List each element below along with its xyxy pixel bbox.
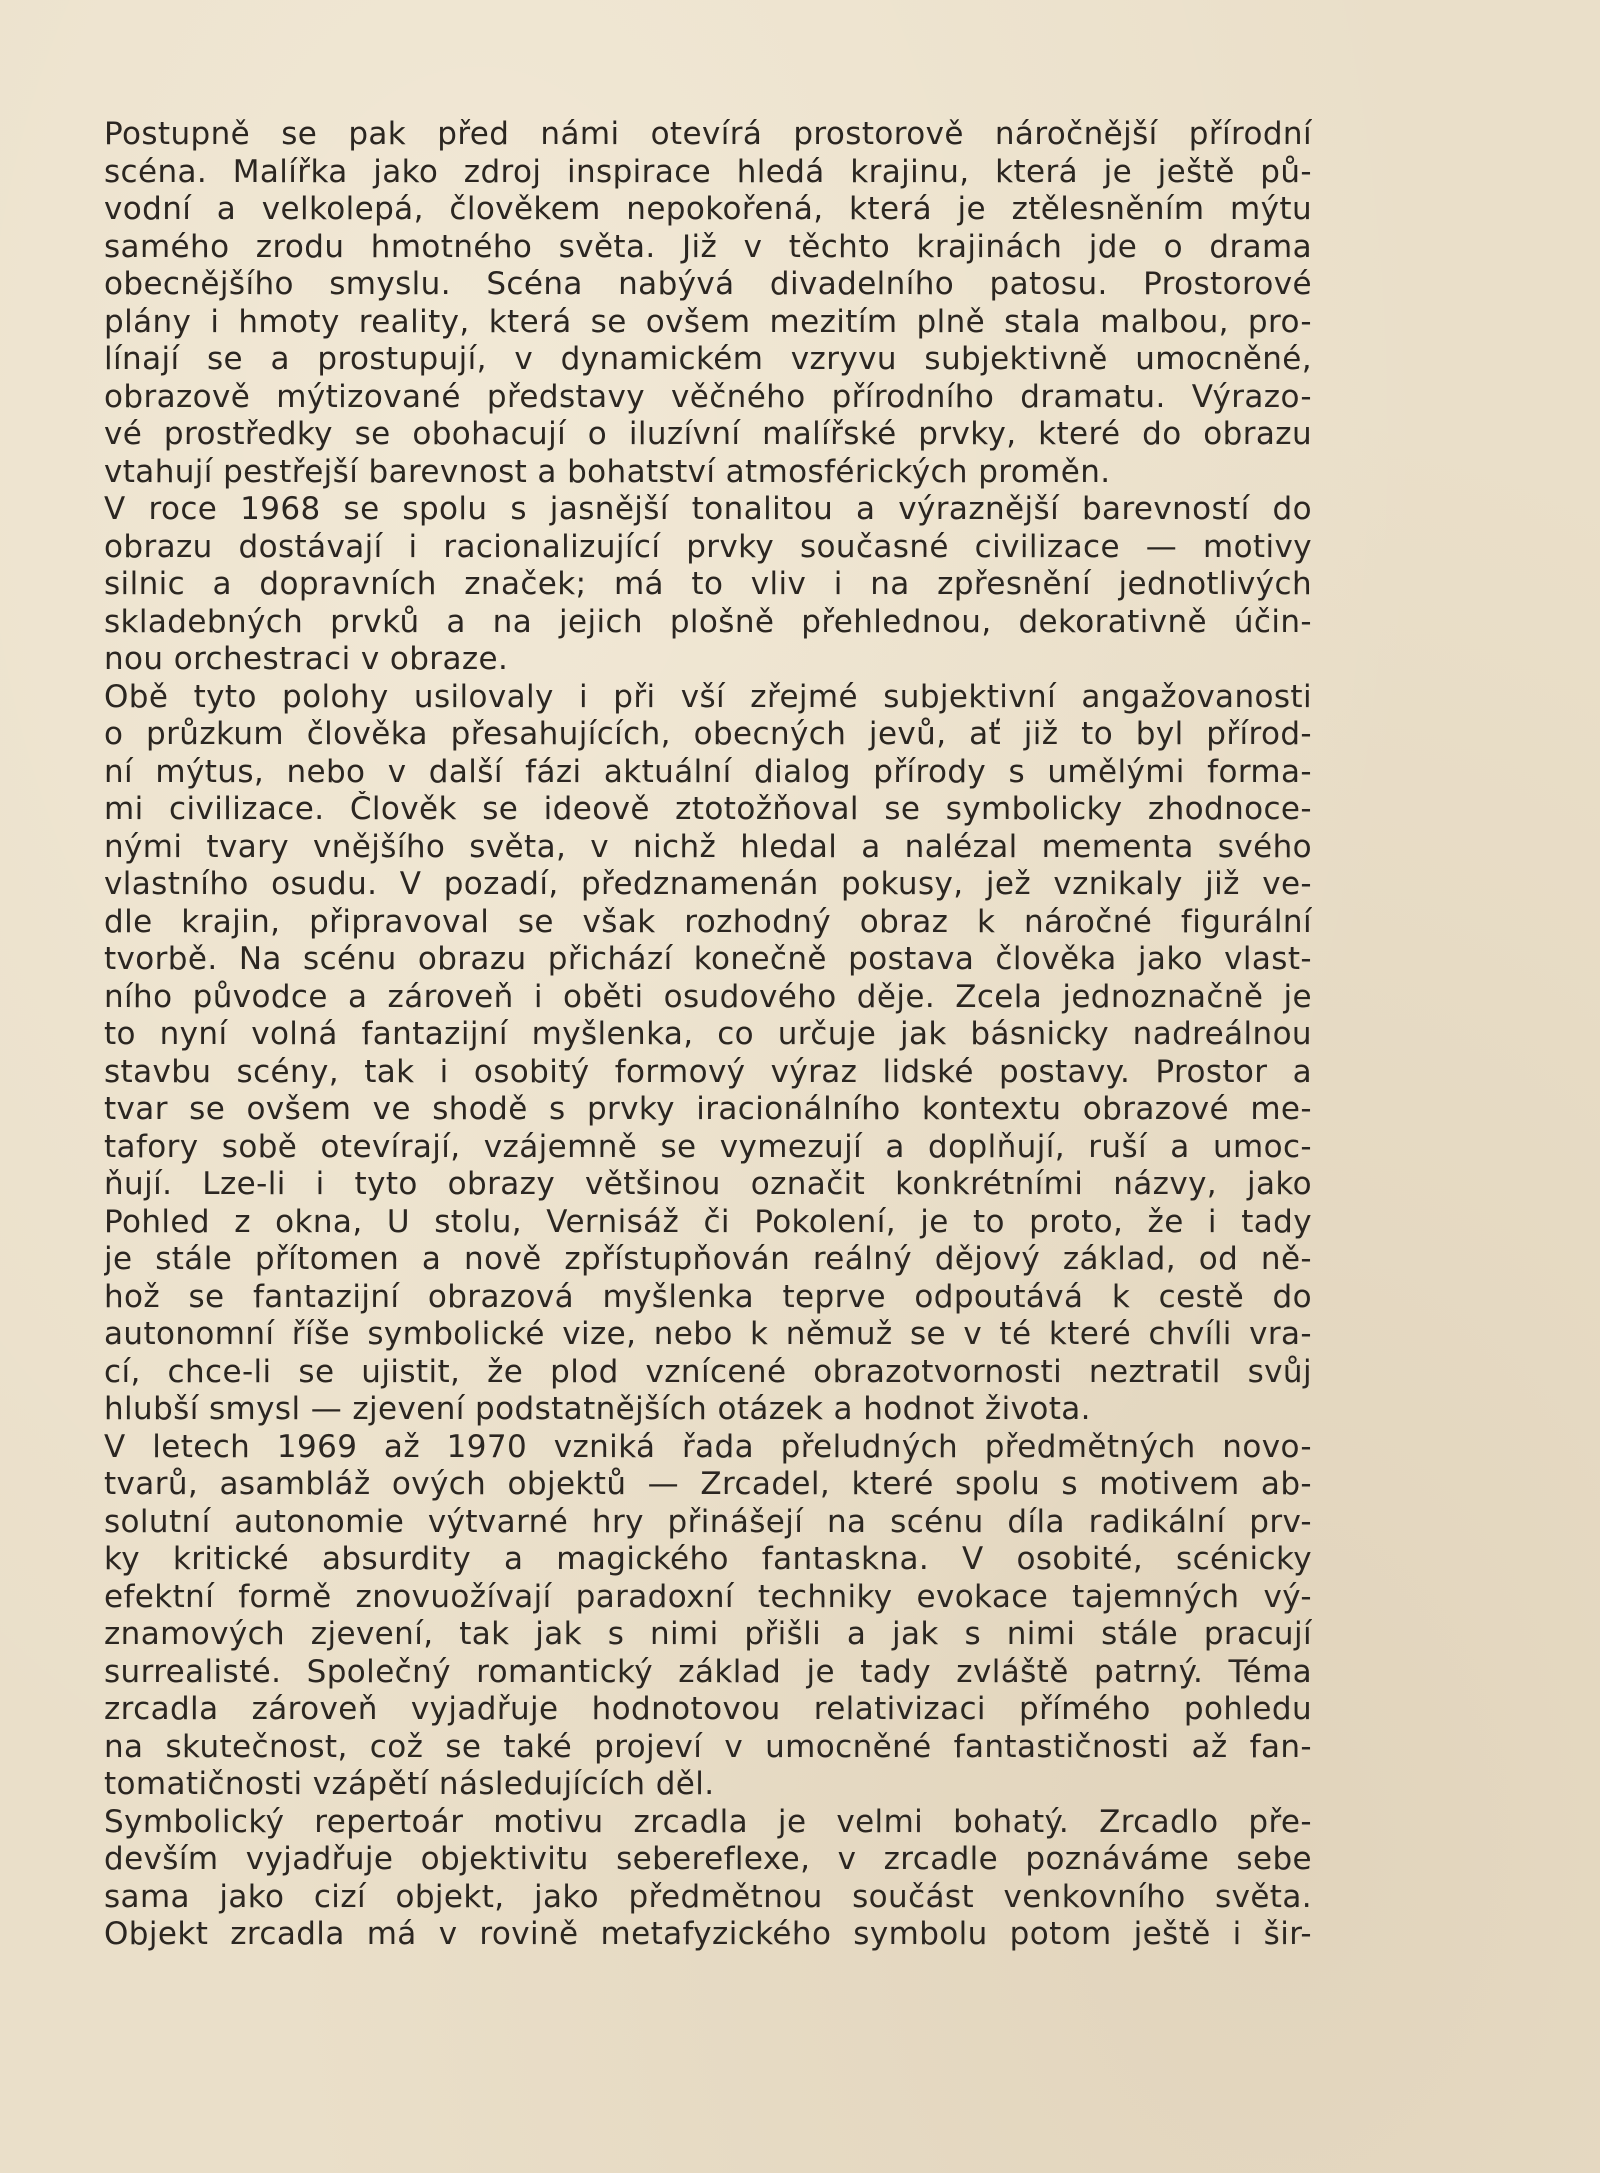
text-line: samého zrodu hmotného světa. Již v těchto krajinách jde o drama <box>104 228 1312 265</box>
text-line: nou orchestraci v obraze. <box>104 641 509 677</box>
body-text <box>104 116 1312 1954</box>
text-line: tvarů, asambláž ových objektů — Zrcadel, které spolu s motivem ab- <box>104 1466 1312 1502</box>
text-line: obrazově mýtizované představy věčného přírodního dramatu. Výrazo- <box>104 378 1312 415</box>
text-line: je stále přítomen a nově zpřístupňován reálný dějový základ, od ně- <box>104 1241 1312 1277</box>
text-line: obecnějšího smyslu. Scéna nabývá divadelního patosu. Prostorové <box>104 266 1312 302</box>
text-line: ky kritické absurdity a magického fantaskna. V osobité, scénicky <box>104 1541 1312 1577</box>
text-line: to nyní volná fantazijní myšlenka, co určuje jak básnicky nadreálnou <box>104 1016 1312 1052</box>
text-line: scéna. Malířka jako zdroj inspirace hledá krajinu, která je ještě pů- <box>104 153 1312 190</box>
text-line: devším vyjadřuje objektivitu sebereflexe, v zrcadle poznáváme sebe <box>104 1841 1312 1877</box>
text-line: plány i hmoty reality, která se ovšem mezitím plně stala malbou, pro- <box>104 303 1312 340</box>
text-line: silnic a dopravních značek; má to vliv i na zpřesnění jednotlivých <box>104 566 1312 602</box>
text-line: vé prostředky se obohacují o iluzívní malířské prvky, které do obrazu <box>104 416 1312 452</box>
text-line: obrazu dostávají i racionalizující prvky současné civilizace — motivy <box>104 528 1312 565</box>
text-line: Postupně se pak před námi otevírá prostorově náročnější přírodní <box>104 116 1312 152</box>
text-line: surrealisté. Společný romantický základ je tady zvláště patrný. Téma <box>104 1653 1312 1690</box>
text-line: V letech 1969 až 1970 vzniká řada přeludných předmětných novo- <box>104 1428 1312 1465</box>
text-line: sama jako cizí objekt, jako předmětnou součást venkovního světa. <box>104 1878 1312 1915</box>
text-line: tvar se ovšem ve shodě s prvky iracionálního kontextu obrazové me- <box>104 1091 1312 1127</box>
text-line: znamových zjevení, tak jak s nimi přišli a jak s nimi stále pracují <box>104 1616 1312 1652</box>
text-line: mi civilizace. Člověk se ideově ztotožňoval se symbolicky zhodnoce- <box>104 791 1312 827</box>
text-line: solutní autonomie výtvarné hry přinášejí na scénu díla radikální prv- <box>104 1503 1312 1540</box>
text-line: vtahují pestřejší barevnost a bohatství atmosférických proměn. <box>104 453 1111 490</box>
text-line: zrcadla zároveň vyjadřuje hodnotovou relativizaci přímého pohledu <box>104 1691 1312 1727</box>
text-line: stavbu scény, tak i osobitý formový výraz lidské postavy. Prostor a <box>104 1053 1312 1090</box>
text-line: nými tvary vnějšího světa, v nichž hledal a nalézal mementa svého <box>104 828 1312 865</box>
text-line: na skutečnost, což se také projeví v umocněné fantastičnosti až fan- <box>104 1728 1312 1765</box>
text-line: línají se a prostupují, v dynamickém vzryvu subjektivně umocněné, <box>104 341 1312 377</box>
text-line: tvorbě. Na scénu obrazu přichází konečně postava člověka jako vlast- <box>104 941 1312 977</box>
text-line: hlubší smysl — zjevení podstatnějších otázek a hodnot života. <box>104 1391 1091 1427</box>
text-line: ního původce a zároveň i oběti osudového děje. Zcela jednoznačně je <box>104 978 1312 1015</box>
text-line: Obě tyto polohy usilovaly i při vší zřejmé subjektivní angažovanosti <box>104 678 1312 715</box>
text-line: ňují. Lze-li i tyto obrazy většinou označit konkrétními názvy, jako <box>104 1166 1312 1202</box>
text-line: skladebných prvků a na jejich plošně přehlednou, dekorativně účin- <box>104 603 1312 640</box>
text-line: tafory sobě otevírají, vzájemně se vymezují a doplňují, ruší a umoc- <box>104 1128 1312 1165</box>
text-line: efektní formě znovuožívají paradoxní techniky evokace tajemných vý- <box>104 1578 1312 1615</box>
text-line: Pohled z okna, U stolu, Vernisáž či Pokolení, je to proto, že i tady <box>104 1203 1312 1240</box>
text-line: hož se fantazijní obrazová myšlenka teprve odpoutává k cestě do <box>104 1278 1312 1315</box>
text-line: V roce 1968 se spolu s jasnější tonalitou a výraznější barevností do <box>104 491 1312 527</box>
text-line: autonomní říše symbolické vize, nebo k němuž se v té které chvíli vra- <box>104 1316 1312 1352</box>
text-line: Symbolický repertoár motivu zrcadla je velmi bohatý. Zrcadlo pře- <box>104 1803 1312 1840</box>
text-line: o průzkum člověka přesahujících, obecných jevů, ať již to byl přírod- <box>104 716 1312 752</box>
text-line: vlastního osudu. V pozadí, předznamenán pokusy, jež vznikaly již ve- <box>104 866 1312 902</box>
text-line: dle krajin, připravoval se však rozhodný obraz k náročné figurální <box>104 903 1312 940</box>
text-line: tomatičnosti vzápětí následujících děl. <box>104 1766 715 1802</box>
text-line: Objekt zrcadla má v rovině metafyzického symbolu potom ještě i šir- <box>104 1916 1312 1952</box>
text-line: vodní a velkolepá, člověkem nepokořená, která je ztělesněním mýtu <box>104 191 1312 227</box>
text-line: cí, chce-li se ujistit, že plod vznícené obrazotvornosti neztratil svůj <box>104 1353 1312 1390</box>
text-line: ní mýtus, nebo v další fázi aktuální dialog přírody s umělými forma- <box>104 753 1312 790</box>
